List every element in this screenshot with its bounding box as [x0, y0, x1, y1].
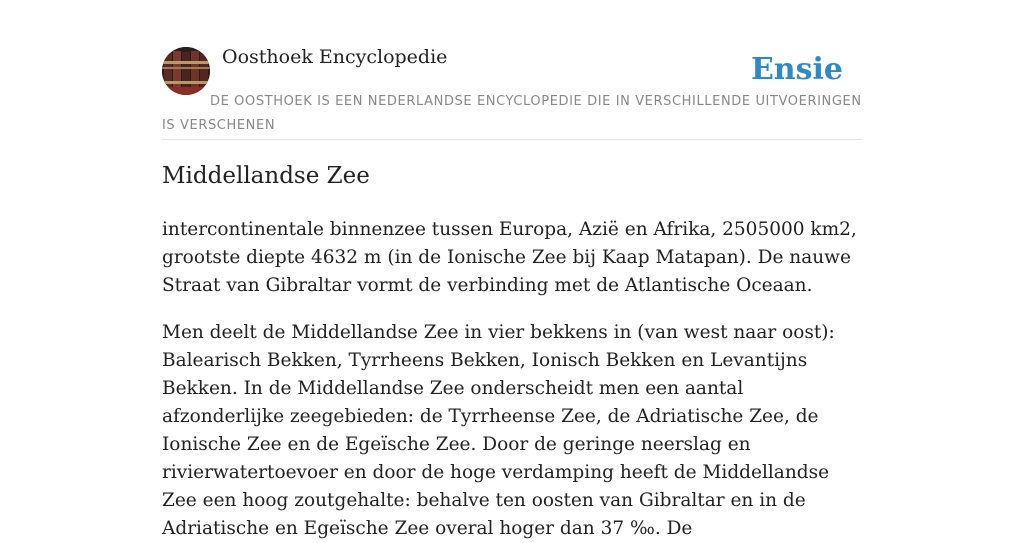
book-spines-icon: [162, 47, 210, 95]
article-paragraph: Men deelt de Middellandse Zee in vier bekkens in (van west naar oost): Balearisch Bekken, Tyrrheens Bekken, Ionisch Bekken en Levantijns Bekken. In de Middellandse Zee onderscheidt men een aantal afzonderlijke zeegebieden: de Tyrrheense Zee, de Adriatische Zee, de Ionische Zee en de Egeïsche Zee. Door de geringe neerslag en rivierwatertoevoer en door de hoge verdamping heeft de Middellandse Zee een hoog zoutgehalte: behalve ten oosten van Gibraltar en in de Adriatische en Egeïsche Zee overal hoger dan 37 ‰. De: [162, 322, 835, 539]
source-tagline: DE OOSTHOEK IS EEN NEDERLANDSE ENCYCLOPEDIE DIE IN VERSCHILLENDE UITVOERINGEN IS VERSCHENEN: [162, 94, 862, 133]
article-paragraph: intercontinentale binnenzee tussen Europa, Azië en Afrika, 2505000 km2, grootste diepte 4632 m (in de Ionische Zee bij Kaap Matapan). De nauwe Straat van Gibraltar vormt de verbinding met de Atlantische Oceaan.: [162, 219, 857, 296]
page-title: Middellandse Zee: [162, 163, 370, 189]
header-divider: [162, 139, 862, 140]
avatar[interactable]: [162, 47, 210, 95]
brand-logo[interactable]: Ensie: [750, 52, 843, 87]
source-name[interactable]: Oosthoek Encyclopedie: [222, 46, 448, 68]
